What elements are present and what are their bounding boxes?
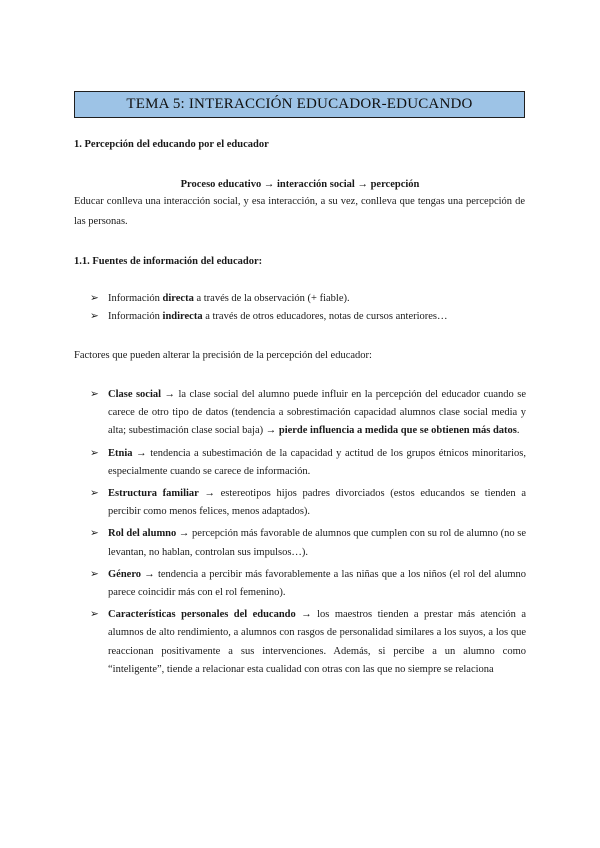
sources-list — [90, 290, 526, 326]
list-item: ➢ Género → tendencia a percibir más favorablemente a las niñas que a los niños (el rol del alumno parece coincidir más con el rol femenino). — [90, 566, 526, 602]
list-item: ➢ Estructura familiar → estereotipos hijos padres divorciados (estos educandos se tienden a percibir como menos felices, menos adaptados). — [90, 485, 526, 521]
list-item: ➢ Clase social → la clase social del alumno puede influir en la percepción del educador cuando se carece de otro tipo de datos (tendencia a sobrestimación capacidad alumnos clase social media y alta; subestimación clase social baja) → pierde influencia a medida que se obtienen más datos. — [90, 386, 526, 441]
list-item: ➢ Información directa a través de la observación (+ fiable). — [90, 290, 526, 308]
bullet-arrow-icon: ➢ — [90, 568, 99, 580]
process-paragraph: Educar conlleva una interacción social, y esa interacción, a su vez, conlleva que tengas una percepción de las personas. — [74, 196, 525, 227]
bullet-arrow-icon: ➢ — [90, 311, 99, 323]
factors-list — [90, 386, 526, 679]
title-box — [74, 91, 525, 118]
section-1-heading: 1. Percepción del educando por el educador — [74, 139, 269, 150]
process-flow: Proceso educativo → interacción social → percepción — [180, 179, 420, 190]
bullet-arrow-icon: ➢ — [90, 488, 99, 500]
list-item: ➢ Características personales del educando → los maestros tienden a prestar más atención a alumnos de alto rendimiento, a alumnos con rasgos de personalidad similares a los suyos, a los que reaccionan positivamente a sus intervenciones. Además, si percibe a un alumno como “inteligente”, tiende a relacionar esta cualidad con otras con las que no siempre se relaciona — [90, 606, 526, 679]
bullet-arrow-icon: ➢ — [90, 609, 99, 621]
page-title: TEMA 5: INTERACCIÓN EDUCADOR-EDUCANDO — [126, 96, 473, 112]
bullet-arrow-icon: ➢ — [90, 447, 99, 459]
list-item: ➢ Información indirecta a través de otros educadores, notas de cursos anteriores… — [90, 308, 526, 326]
bullet-arrow-icon: ➢ — [90, 389, 99, 400]
list-item: ➢ Rol del alumno → percepción más favorable de alumnos que cumplen con su rol de alumno (no se levantan, no hablan, controlan sus impulsos…). — [90, 525, 526, 561]
bullet-arrow-icon: ➢ — [90, 528, 99, 540]
factors-intro: Factores que pueden alterar la precisión de la percepción del educador: — [74, 350, 372, 361]
list-item: ➢ Etnia → tendencia a subestimación de la capacidad y actitud de los grupos étnicos minoritarios, especialmente cuando se carece de información. — [90, 445, 526, 481]
section-1-1-heading: 1.1. Fuentes de información del educador: — [74, 256, 263, 267]
bullet-arrow-icon: ➢ — [90, 293, 99, 304]
